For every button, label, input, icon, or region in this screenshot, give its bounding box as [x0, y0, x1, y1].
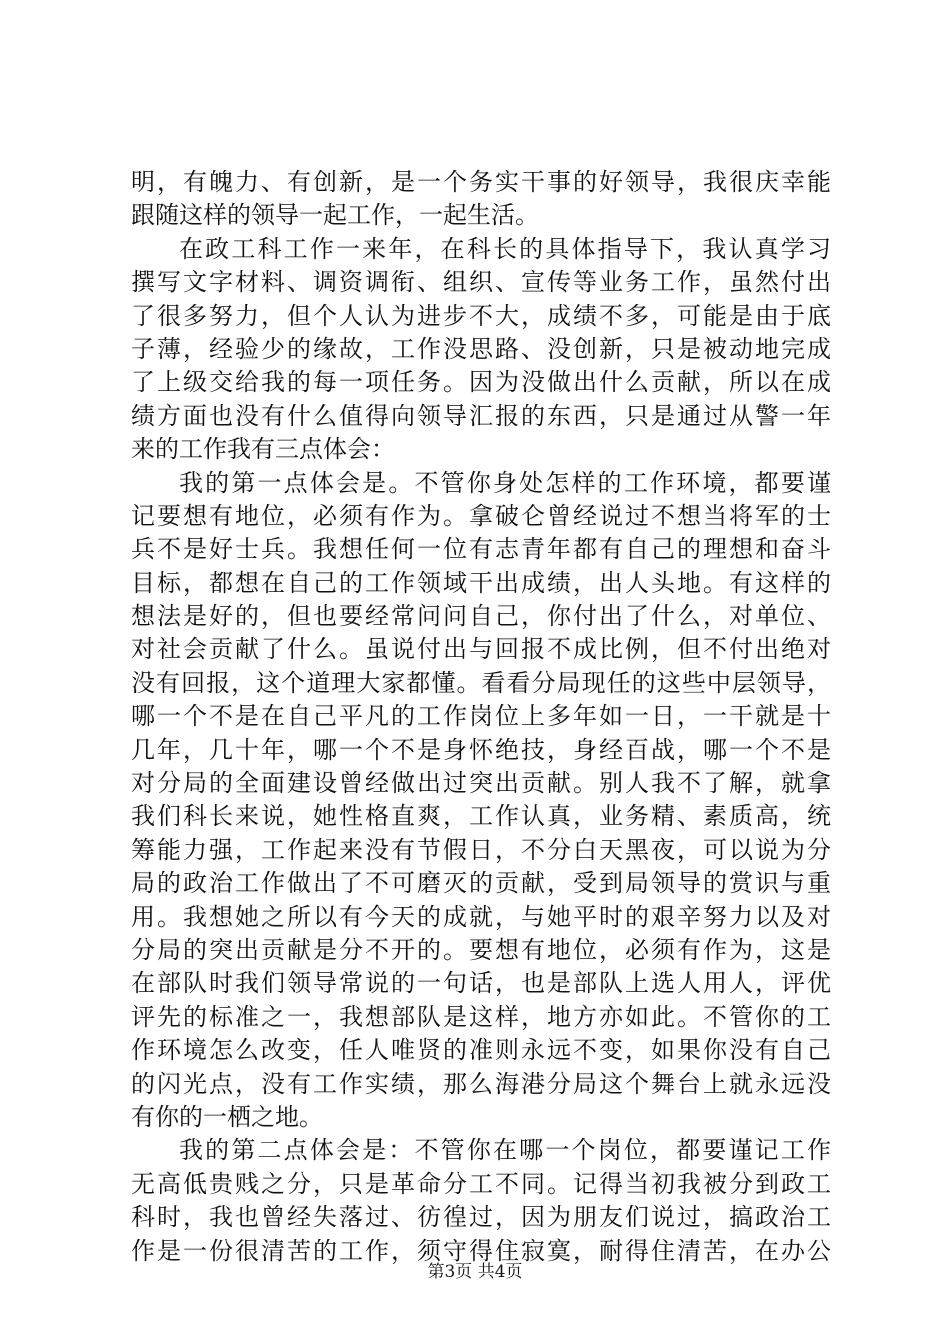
- text-line: 子薄，经验少的缘故，工作没思路、没创新，只是被动地完成: [131, 334, 831, 363]
- text-line: 分局的突出贡献是分不开的。要想有地位，必须有作为，这是: [131, 935, 831, 964]
- text-line: 跟随这样的领导一起工作，一起生活。: [131, 201, 539, 230]
- text-line: 我的第一点体会是。不管你身处怎样的工作环境，都要谨: [179, 468, 831, 497]
- text-line: 科时，我也曾经失落过、彷徨过，因为朋友们说过，搞政治工: [131, 1203, 831, 1232]
- text-line: 明，有魄力、有创新，是一个务实干事的好领导，我很庆幸能: [131, 168, 831, 196]
- text-line: 记要想有地位，必须有作为。拿破仑曾经说过不想当将军的士: [131, 501, 831, 530]
- text-line: 想法是好的，但也要经常问问自己，你付出了什么，对单位、: [131, 602, 831, 631]
- text-line: 作是一份很清苦的工作，须守得住寂寞，耐得住清苦，在办公: [131, 1236, 831, 1265]
- text-line: 没有回报，这个道理大家都懂。看看分局现任的这些中层领导，: [131, 668, 831, 697]
- text-line: 来的工作我有三点体会：: [131, 435, 395, 464]
- text-line: 撰写文字材料、调资调衔、组织、宣传等业务工作，虽然付出: [131, 268, 831, 297]
- text-line: 兵不是好士兵。我想任何一位有志青年都有自己的理想和奋斗: [131, 535, 831, 564]
- text-line: 评先的标准之一，我想部队是这样，地方亦如此。不管你的工: [131, 1002, 831, 1031]
- text-line: 作环境怎么改变，任人唯贤的准则永远不变，如果你没有自己: [131, 1036, 831, 1065]
- text-line: 目标，都想在自己的工作领域干出成绩，出人头地。有这样的: [131, 568, 831, 597]
- text-line: 哪一个不是在自己平凡的工作岗位上多年如一日，一干就是十: [131, 702, 831, 731]
- text-line: 对分局的全面建设曾经做出过突出贡献。别人我不了解，就拿: [131, 769, 831, 798]
- text-line: 绩方面也没有什么值得向领导汇报的东西，只是通过从警一年: [131, 401, 831, 430]
- text-line: 在部队时我们领导常说的一句话，也是部队上选人用人，评优: [131, 969, 831, 998]
- text-line: 的闪光点，没有工作实绩，那么海港分局这个舞台上就永远没: [131, 1069, 831, 1098]
- text-line: 局的政治工作做出了不可磨灭的贡献，受到局领导的赏识与重: [131, 869, 831, 898]
- text-line: 筹能力强，工作起来没有节假日，不分白天黑夜，可以说为分: [131, 835, 831, 864]
- text-line: 无高低贵贱之分，只是革命分工不同。记得当初我被分到政工: [131, 1169, 831, 1198]
- text-line: 对社会贡献了什么。虽说付出与回报不成比例，但不付出绝对: [131, 635, 831, 664]
- text-line: 在政工科工作一来年，在科长的具体指导下，我认真学习: [179, 234, 831, 263]
- text-line: 了上级交给我的每一项任务。因为没做出什么贡献，所以在成: [131, 368, 831, 397]
- text-line: 几年，几十年，哪一个不是身怀绝技，身经百战，哪一个不是: [131, 735, 831, 764]
- text-line: 我们科长来说，她性格直爽，工作认真，业务精、素质高，统: [131, 802, 831, 831]
- text-line: 我的第二点体会是：不管你在哪一个岗位，都要谨记工作: [179, 1136, 831, 1165]
- text-line: 用。我想她之所以有今天的成就，与她平时的艰辛努力以及对: [131, 902, 831, 931]
- document-body: [131, 166, 831, 1268]
- page-footer: 第3页 共4页: [427, 1262, 523, 1282]
- text-line: 了很多努力，但个人认为进步不大，成绩不多，可能是由于底: [131, 301, 831, 330]
- text-line: 有你的一栖之地。: [131, 1102, 323, 1131]
